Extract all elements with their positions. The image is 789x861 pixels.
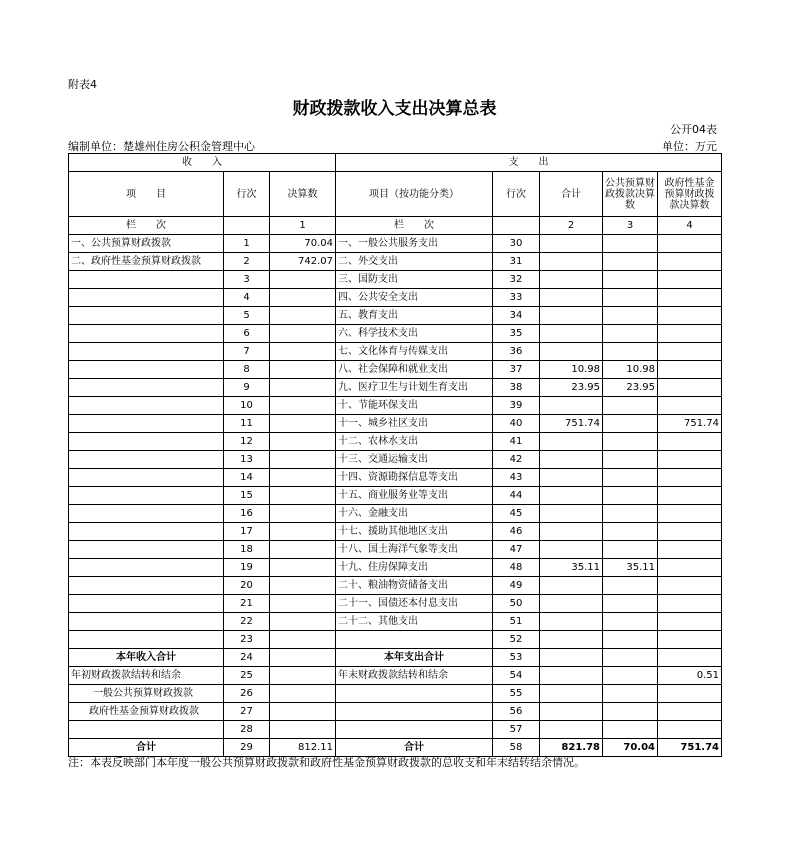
income-item bbox=[69, 721, 224, 739]
table-row bbox=[69, 325, 722, 343]
page-title: 财政拨款收入支出决算总表 bbox=[292, 99, 497, 119]
income-item bbox=[69, 595, 224, 613]
general-amount bbox=[603, 253, 658, 271]
column-index-label-2: 栏 次 bbox=[336, 217, 493, 235]
income-amount: 742.07 bbox=[270, 253, 336, 271]
income-item bbox=[69, 577, 224, 595]
fund-amount: 751.74 bbox=[658, 415, 722, 433]
income-item: 政府性基金预算财政拨款 bbox=[69, 703, 224, 721]
income-amount bbox=[270, 469, 336, 487]
expense-item bbox=[336, 685, 493, 703]
expense-line: 36 bbox=[493, 343, 540, 361]
table-row bbox=[69, 703, 722, 721]
income-amount: 812.11 bbox=[270, 739, 336, 757]
general-amount bbox=[603, 433, 658, 451]
income-line: 6 bbox=[224, 325, 270, 343]
expense-item: 二十、粮油物资储备支出 bbox=[336, 577, 493, 595]
income-line: 17 bbox=[224, 523, 270, 541]
general-amount bbox=[603, 307, 658, 325]
expense-line: 42 bbox=[493, 451, 540, 469]
expense-item bbox=[336, 721, 493, 739]
fund-amount bbox=[658, 685, 722, 703]
expense-line: 48 bbox=[493, 559, 540, 577]
table-row bbox=[69, 253, 722, 271]
income-amount bbox=[270, 577, 336, 595]
total-amount bbox=[540, 469, 603, 487]
income-header: 收 入 bbox=[69, 154, 336, 172]
fund-amount bbox=[658, 397, 722, 415]
table-row bbox=[69, 451, 722, 469]
income-item bbox=[69, 541, 224, 559]
income-item: 一、公共预算财政拨款 bbox=[69, 235, 224, 253]
income-line: 16 bbox=[224, 505, 270, 523]
expense-line: 46 bbox=[493, 523, 540, 541]
fund-amount bbox=[658, 235, 722, 253]
income-line: 1 bbox=[224, 235, 270, 253]
total-amount bbox=[540, 667, 603, 685]
income-item bbox=[69, 397, 224, 415]
general-amount bbox=[603, 505, 658, 523]
total-amount bbox=[540, 343, 603, 361]
income-amount bbox=[270, 307, 336, 325]
income-amount bbox=[270, 595, 336, 613]
general-budget-header: 公共预算财政拨款决算数 bbox=[603, 172, 658, 217]
fund-amount bbox=[658, 379, 722, 397]
fund-budget-header: 政府性基金预算财政拨款决算数 bbox=[658, 172, 722, 217]
column-index-3: 3 bbox=[603, 217, 658, 235]
income-amount bbox=[270, 613, 336, 631]
total-amount bbox=[540, 271, 603, 289]
expense-line: 55 bbox=[493, 685, 540, 703]
table-row bbox=[69, 289, 722, 307]
expense-line: 33 bbox=[493, 289, 540, 307]
general-amount bbox=[603, 235, 658, 253]
income-line: 25 bbox=[224, 667, 270, 685]
fund-amount bbox=[658, 361, 722, 379]
expense-item: 十二、农林水支出 bbox=[336, 433, 493, 451]
general-amount bbox=[603, 541, 658, 559]
table-row bbox=[69, 577, 722, 595]
income-amount bbox=[270, 541, 336, 559]
expense-item: 七、文化体育与传媒支出 bbox=[336, 343, 493, 361]
income-line: 4 bbox=[224, 289, 270, 307]
fund-amount bbox=[658, 649, 722, 667]
expense-line-header: 行次 bbox=[493, 172, 540, 217]
income-item: 一般公共预算财政拨款 bbox=[69, 685, 224, 703]
income-line: 7 bbox=[224, 343, 270, 361]
general-amount: 23.95 bbox=[603, 379, 658, 397]
income-line: 12 bbox=[224, 433, 270, 451]
expense-line: 54 bbox=[493, 667, 540, 685]
expense-item: 十八、国土海洋气象等支出 bbox=[336, 541, 493, 559]
total-amount: 35.11 bbox=[540, 559, 603, 577]
general-amount bbox=[603, 577, 658, 595]
fund-amount bbox=[658, 343, 722, 361]
total-amount: 821.78 bbox=[540, 739, 603, 757]
expense-item: 十、节能环保支出 bbox=[336, 397, 493, 415]
table-row bbox=[69, 307, 722, 325]
income-item bbox=[69, 631, 224, 649]
general-amount: 10.98 bbox=[603, 361, 658, 379]
fund-amount bbox=[658, 541, 722, 559]
income-item bbox=[69, 325, 224, 343]
total-amount: 751.74 bbox=[540, 415, 603, 433]
expense-item: 十九、住房保障支出 bbox=[336, 559, 493, 577]
total-amount bbox=[540, 235, 603, 253]
total-amount bbox=[540, 433, 603, 451]
expense-line: 58 bbox=[493, 739, 540, 757]
expense-line: 45 bbox=[493, 505, 540, 523]
total-amount bbox=[540, 307, 603, 325]
general-amount bbox=[603, 415, 658, 433]
general-amount bbox=[603, 667, 658, 685]
total-amount bbox=[540, 721, 603, 739]
expense-item: 二十二、其他支出 bbox=[336, 613, 493, 631]
total-amount bbox=[540, 685, 603, 703]
total-amount bbox=[540, 253, 603, 271]
expense-line: 37 bbox=[493, 361, 540, 379]
expense-item: 合计 bbox=[336, 739, 493, 757]
income-item bbox=[69, 307, 224, 325]
income-line: 18 bbox=[224, 541, 270, 559]
compiler-label: 编制单位：楚雄州住房公积金管理中心 bbox=[68, 140, 255, 153]
expense-line: 32 bbox=[493, 271, 540, 289]
income-line: 20 bbox=[224, 577, 270, 595]
fund-amount bbox=[658, 325, 722, 343]
fund-amount bbox=[658, 721, 722, 739]
general-amount bbox=[603, 397, 658, 415]
general-amount bbox=[603, 613, 658, 631]
total-amount: 10.98 bbox=[540, 361, 603, 379]
total-amount bbox=[540, 523, 603, 541]
income-item bbox=[69, 523, 224, 541]
income-amount bbox=[270, 379, 336, 397]
expense-item: 四、公共安全支出 bbox=[336, 289, 493, 307]
general-amount: 70.04 bbox=[603, 739, 658, 757]
total-amount bbox=[540, 649, 603, 667]
income-line: 11 bbox=[224, 415, 270, 433]
income-amount bbox=[270, 631, 336, 649]
total-amount bbox=[540, 325, 603, 343]
final-amount-header: 决算数 bbox=[270, 172, 336, 217]
total-amount bbox=[540, 505, 603, 523]
expense-line: 51 bbox=[493, 613, 540, 631]
income-amount bbox=[270, 433, 336, 451]
expense-item bbox=[336, 631, 493, 649]
table-row bbox=[69, 505, 722, 523]
expense-line: 49 bbox=[493, 577, 540, 595]
expense-item: 五、教育支出 bbox=[336, 307, 493, 325]
expense-line: 30 bbox=[493, 235, 540, 253]
income-line: 3 bbox=[224, 271, 270, 289]
column-index-4: 4 bbox=[658, 217, 722, 235]
income-line: 14 bbox=[224, 469, 270, 487]
income-amount bbox=[270, 271, 336, 289]
income-item bbox=[69, 343, 224, 361]
total-amount bbox=[540, 595, 603, 613]
income-amount bbox=[270, 361, 336, 379]
income-item: 本年收入合计 bbox=[69, 649, 224, 667]
fund-amount bbox=[658, 271, 722, 289]
expense-line: 56 bbox=[493, 703, 540, 721]
expense-line: 43 bbox=[493, 469, 540, 487]
income-amount bbox=[270, 451, 336, 469]
fund-amount bbox=[658, 253, 722, 271]
expense-line: 50 bbox=[493, 595, 540, 613]
income-line: 2 bbox=[224, 253, 270, 271]
income-item bbox=[69, 487, 224, 505]
table-row bbox=[69, 559, 722, 577]
fund-amount bbox=[658, 451, 722, 469]
income-line: 21 bbox=[224, 595, 270, 613]
fund-amount bbox=[658, 595, 722, 613]
table-row bbox=[69, 487, 722, 505]
income-line: 8 bbox=[224, 361, 270, 379]
general-amount bbox=[603, 595, 658, 613]
income-line: 13 bbox=[224, 451, 270, 469]
general-amount: 35.11 bbox=[603, 559, 658, 577]
expense-item bbox=[336, 703, 493, 721]
expense-line: 41 bbox=[493, 433, 540, 451]
total-amount bbox=[540, 397, 603, 415]
income-amount bbox=[270, 325, 336, 343]
general-amount bbox=[603, 685, 658, 703]
column-index-2: 2 bbox=[540, 217, 603, 235]
income-line: 22 bbox=[224, 613, 270, 631]
total-amount: 23.95 bbox=[540, 379, 603, 397]
income-amount bbox=[270, 289, 336, 307]
income-item: 年初财政拨款结转和结余 bbox=[69, 667, 224, 685]
income-amount: 70.04 bbox=[270, 235, 336, 253]
expense-item: 八、社会保障和就业支出 bbox=[336, 361, 493, 379]
expense-line: 40 bbox=[493, 415, 540, 433]
general-amount bbox=[603, 325, 658, 343]
income-line: 26 bbox=[224, 685, 270, 703]
income-line-header: 行次 bbox=[224, 172, 270, 217]
footnote: 注：本表反映部门本年度一般公共预算财政拨款和政府性基金预算财政拨款的总收支和年末结转结余情况。 bbox=[68, 756, 585, 769]
total-amount bbox=[540, 613, 603, 631]
total-amount bbox=[540, 631, 603, 649]
income-amount bbox=[270, 505, 336, 523]
general-amount bbox=[603, 703, 658, 721]
income-line: 9 bbox=[224, 379, 270, 397]
total-amount bbox=[540, 451, 603, 469]
fund-amount bbox=[658, 523, 722, 541]
total-header: 合计 bbox=[540, 172, 603, 217]
table-row bbox=[69, 397, 722, 415]
total-amount bbox=[540, 577, 603, 595]
income-item bbox=[69, 271, 224, 289]
fund-amount bbox=[658, 487, 722, 505]
expense-item: 十七、援助其他地区支出 bbox=[336, 523, 493, 541]
general-amount bbox=[603, 451, 658, 469]
expense-item: 十一、城乡社区支出 bbox=[336, 415, 493, 433]
income-amount bbox=[270, 649, 336, 667]
expense-line: 57 bbox=[493, 721, 540, 739]
general-amount bbox=[603, 289, 658, 307]
expense-item: 三、国防支出 bbox=[336, 271, 493, 289]
table-row bbox=[69, 235, 722, 253]
unit-label: 单位：万元 bbox=[662, 140, 717, 153]
total-amount bbox=[540, 703, 603, 721]
general-amount bbox=[603, 721, 658, 739]
table-row bbox=[69, 649, 722, 667]
fund-amount bbox=[658, 631, 722, 649]
income-line: 19 bbox=[224, 559, 270, 577]
income-item bbox=[69, 415, 224, 433]
expense-header: 支 出 bbox=[336, 154, 722, 172]
income-line: 28 bbox=[224, 721, 270, 739]
expense-item: 本年支出合计 bbox=[336, 649, 493, 667]
general-amount bbox=[603, 523, 658, 541]
income-amount bbox=[270, 415, 336, 433]
expense-line: 52 bbox=[493, 631, 540, 649]
expense-line: 34 bbox=[493, 307, 540, 325]
general-amount bbox=[603, 487, 658, 505]
expense-line: 44 bbox=[493, 487, 540, 505]
income-amount bbox=[270, 343, 336, 361]
table-row bbox=[69, 379, 722, 397]
fund-amount bbox=[658, 703, 722, 721]
table-row bbox=[69, 343, 722, 361]
income-line: 27 bbox=[224, 703, 270, 721]
table-row bbox=[69, 523, 722, 541]
income-line: 10 bbox=[224, 397, 270, 415]
fund-amount bbox=[658, 505, 722, 523]
fund-amount bbox=[658, 559, 722, 577]
column-index-label: 栏 次 bbox=[69, 217, 224, 235]
table-row bbox=[69, 667, 722, 685]
income-item bbox=[69, 613, 224, 631]
expense-item-header: 项目（按功能分类） bbox=[336, 172, 493, 217]
expense-item: 十五、商业服务业等支出 bbox=[336, 487, 493, 505]
table-row bbox=[69, 595, 722, 613]
table-row bbox=[69, 433, 722, 451]
income-amount bbox=[270, 487, 336, 505]
income-item bbox=[69, 289, 224, 307]
expense-item: 十四、资源勘探信息等支出 bbox=[336, 469, 493, 487]
budget-table bbox=[68, 153, 722, 757]
fund-amount: 0.51 bbox=[658, 667, 722, 685]
total-amount bbox=[540, 487, 603, 505]
income-item bbox=[69, 469, 224, 487]
table-row bbox=[69, 685, 722, 703]
income-item: 二、政府性基金预算财政拨款 bbox=[69, 253, 224, 271]
general-amount bbox=[603, 343, 658, 361]
table-row bbox=[69, 541, 722, 559]
expense-line: 35 bbox=[493, 325, 540, 343]
expense-line: 53 bbox=[493, 649, 540, 667]
income-amount bbox=[270, 559, 336, 577]
total-amount bbox=[540, 541, 603, 559]
table-row bbox=[69, 631, 722, 649]
income-amount bbox=[270, 685, 336, 703]
table-row bbox=[69, 271, 722, 289]
income-item bbox=[69, 559, 224, 577]
income-amount bbox=[270, 703, 336, 721]
general-amount bbox=[603, 271, 658, 289]
table-row bbox=[69, 415, 722, 433]
fund-amount bbox=[658, 613, 722, 631]
income-item-header: 项 目 bbox=[69, 172, 224, 217]
expense-line: 31 bbox=[493, 253, 540, 271]
expense-item: 二、外交支出 bbox=[336, 253, 493, 271]
expense-line: 39 bbox=[493, 397, 540, 415]
table-row bbox=[69, 469, 722, 487]
income-line: 23 bbox=[224, 631, 270, 649]
income-amount bbox=[270, 667, 336, 685]
income-line: 15 bbox=[224, 487, 270, 505]
fund-amount bbox=[658, 289, 722, 307]
income-line: 24 bbox=[224, 649, 270, 667]
attachment-label: 附表4 bbox=[68, 78, 97, 91]
expense-line: 38 bbox=[493, 379, 540, 397]
total-amount bbox=[540, 289, 603, 307]
income-item bbox=[69, 451, 224, 469]
fund-amount bbox=[658, 577, 722, 595]
income-item bbox=[69, 379, 224, 397]
expense-item: 六、科学技术支出 bbox=[336, 325, 493, 343]
income-line: 5 bbox=[224, 307, 270, 325]
expense-item: 十六、金融支出 bbox=[336, 505, 493, 523]
income-amount bbox=[270, 397, 336, 415]
income-amount bbox=[270, 523, 336, 541]
expense-item: 九、医疗卫生与计划生育支出 bbox=[336, 379, 493, 397]
table-row bbox=[69, 361, 722, 379]
income-item bbox=[69, 361, 224, 379]
income-item bbox=[69, 433, 224, 451]
general-amount bbox=[603, 631, 658, 649]
income-line: 29 bbox=[224, 739, 270, 757]
table-row bbox=[69, 721, 722, 739]
fund-amount bbox=[658, 307, 722, 325]
general-amount bbox=[603, 469, 658, 487]
expense-item: 十三、交通运输支出 bbox=[336, 451, 493, 469]
income-item: 合计 bbox=[69, 739, 224, 757]
fund-amount bbox=[658, 433, 722, 451]
expense-line: 47 bbox=[493, 541, 540, 559]
expense-item: 一、一般公共服务支出 bbox=[336, 235, 493, 253]
general-amount bbox=[603, 649, 658, 667]
fund-amount: 751.74 bbox=[658, 739, 722, 757]
expense-item: 年末财政拨款结转和结余 bbox=[336, 667, 493, 685]
table-row bbox=[69, 613, 722, 631]
column-index-1: 1 bbox=[270, 217, 336, 235]
income-amount bbox=[270, 721, 336, 739]
expense-item: 二十一、国债还本付息支出 bbox=[336, 595, 493, 613]
income-item bbox=[69, 505, 224, 523]
form-number: 公开04表 bbox=[670, 123, 717, 136]
fund-amount bbox=[658, 469, 722, 487]
